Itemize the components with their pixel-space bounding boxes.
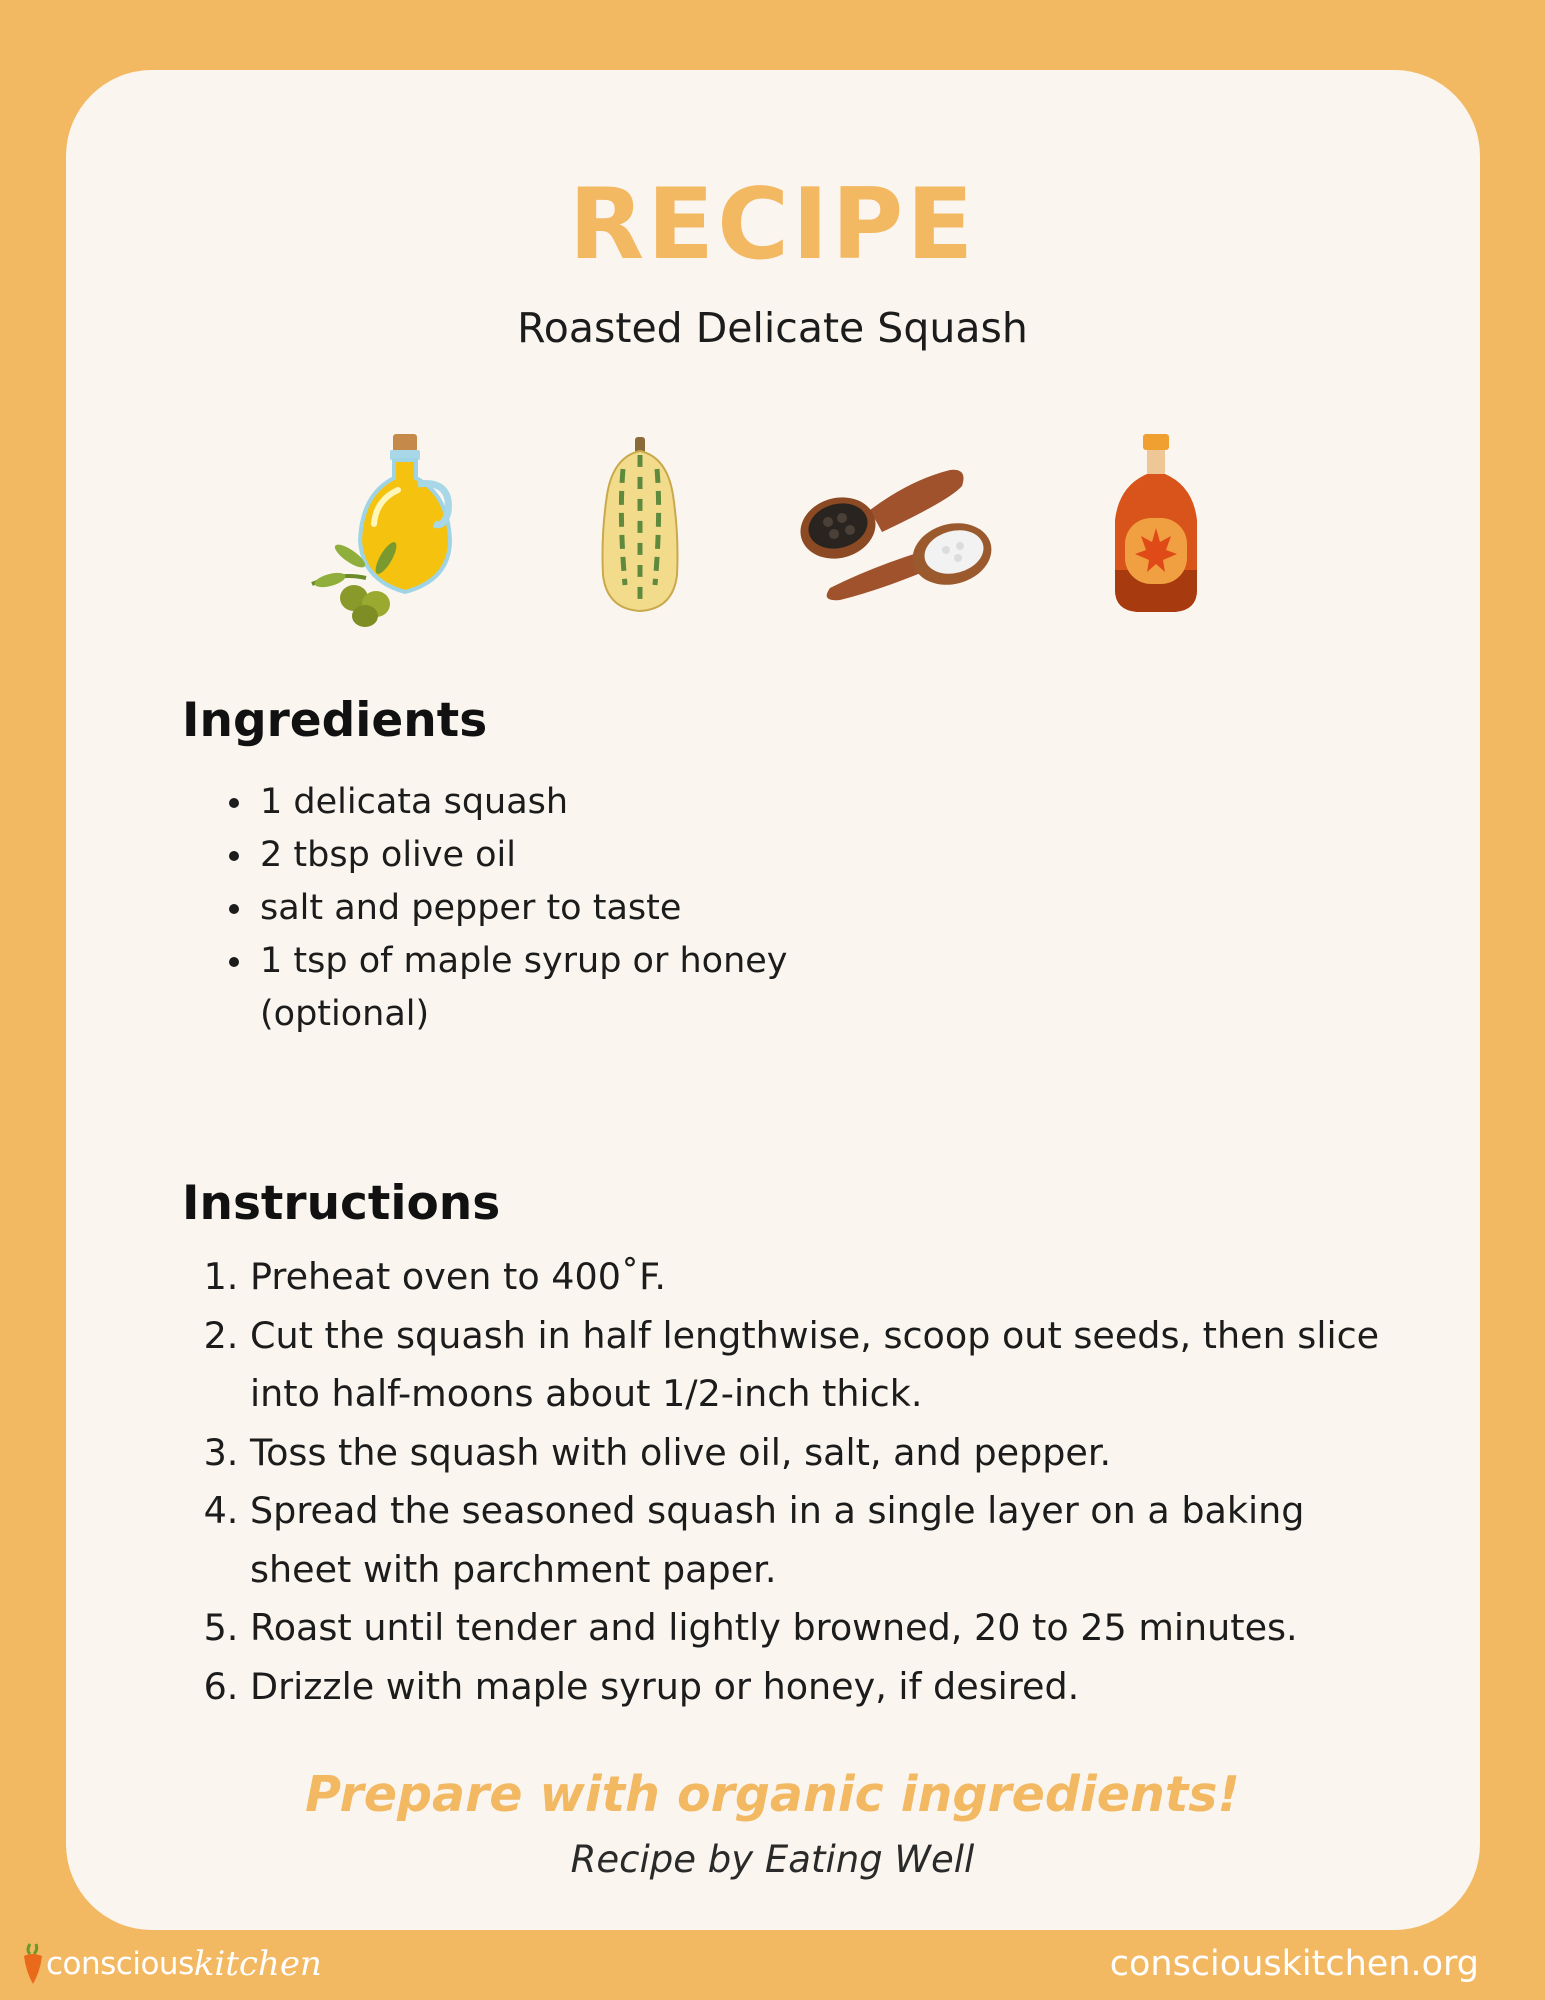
recipe-name: Roasted Delicate Squash [517, 304, 1028, 352]
list-item: • 1 tsp of maple syrup or honey (optional) [256, 935, 896, 1041]
page-title: RECIPE [568, 168, 977, 282]
ingredients-heading: Ingredients [182, 693, 488, 748]
recipe-credit: Recipe by Eating Well [570, 1838, 975, 1881]
list-item: • 1 delicata squash [256, 776, 896, 829]
conscious-kitchen-logo [20, 1941, 322, 1987]
carrot-icon [20, 1942, 46, 1986]
list-item: 4. Spread the seasoned squash in a single layer on a baking sheet with parchment paper. [250, 1482, 1400, 1599]
list-item: 3. Toss the squash with olive oil, salt, and pepper. [250, 1424, 1400, 1483]
olive-oil-bottle-icon [310, 428, 460, 628]
list-item: • salt and pepper to taste [256, 882, 896, 935]
instructions-heading: Instructions [182, 1176, 501, 1231]
list-item: 5. Roast until tender and lightly browned, 20 to 25 minutes. [250, 1599, 1400, 1658]
logo-text-conscious: conscious [46, 1946, 194, 1982]
logo-text-kitchen: kitchen [193, 1944, 322, 1984]
maple-syrup-bottle-icon [1105, 430, 1205, 615]
ingredients-list [218, 776, 896, 1041]
list-item: 2. Cut the squash in half lengthwise, scoop out seeds, then slice into half-moons about 1/2-inch thick. [250, 1307, 1400, 1424]
list-item: • 2 tbsp olive oil [256, 829, 896, 882]
website-url[interactable]: consciouskitchen.org [1109, 1944, 1479, 1984]
list-item: 6. Drizzle with maple syrup or honey, if desired. [250, 1658, 1400, 1717]
instructions-list [212, 1248, 1400, 1716]
slogan: Prepare with organic ingredients! [305, 1766, 1240, 1823]
salt-and-pepper-spoons-icon [800, 460, 995, 605]
list-item: 1. Preheat oven to 400˚F. [250, 1248, 1400, 1307]
delicata-squash-icon [595, 435, 685, 615]
